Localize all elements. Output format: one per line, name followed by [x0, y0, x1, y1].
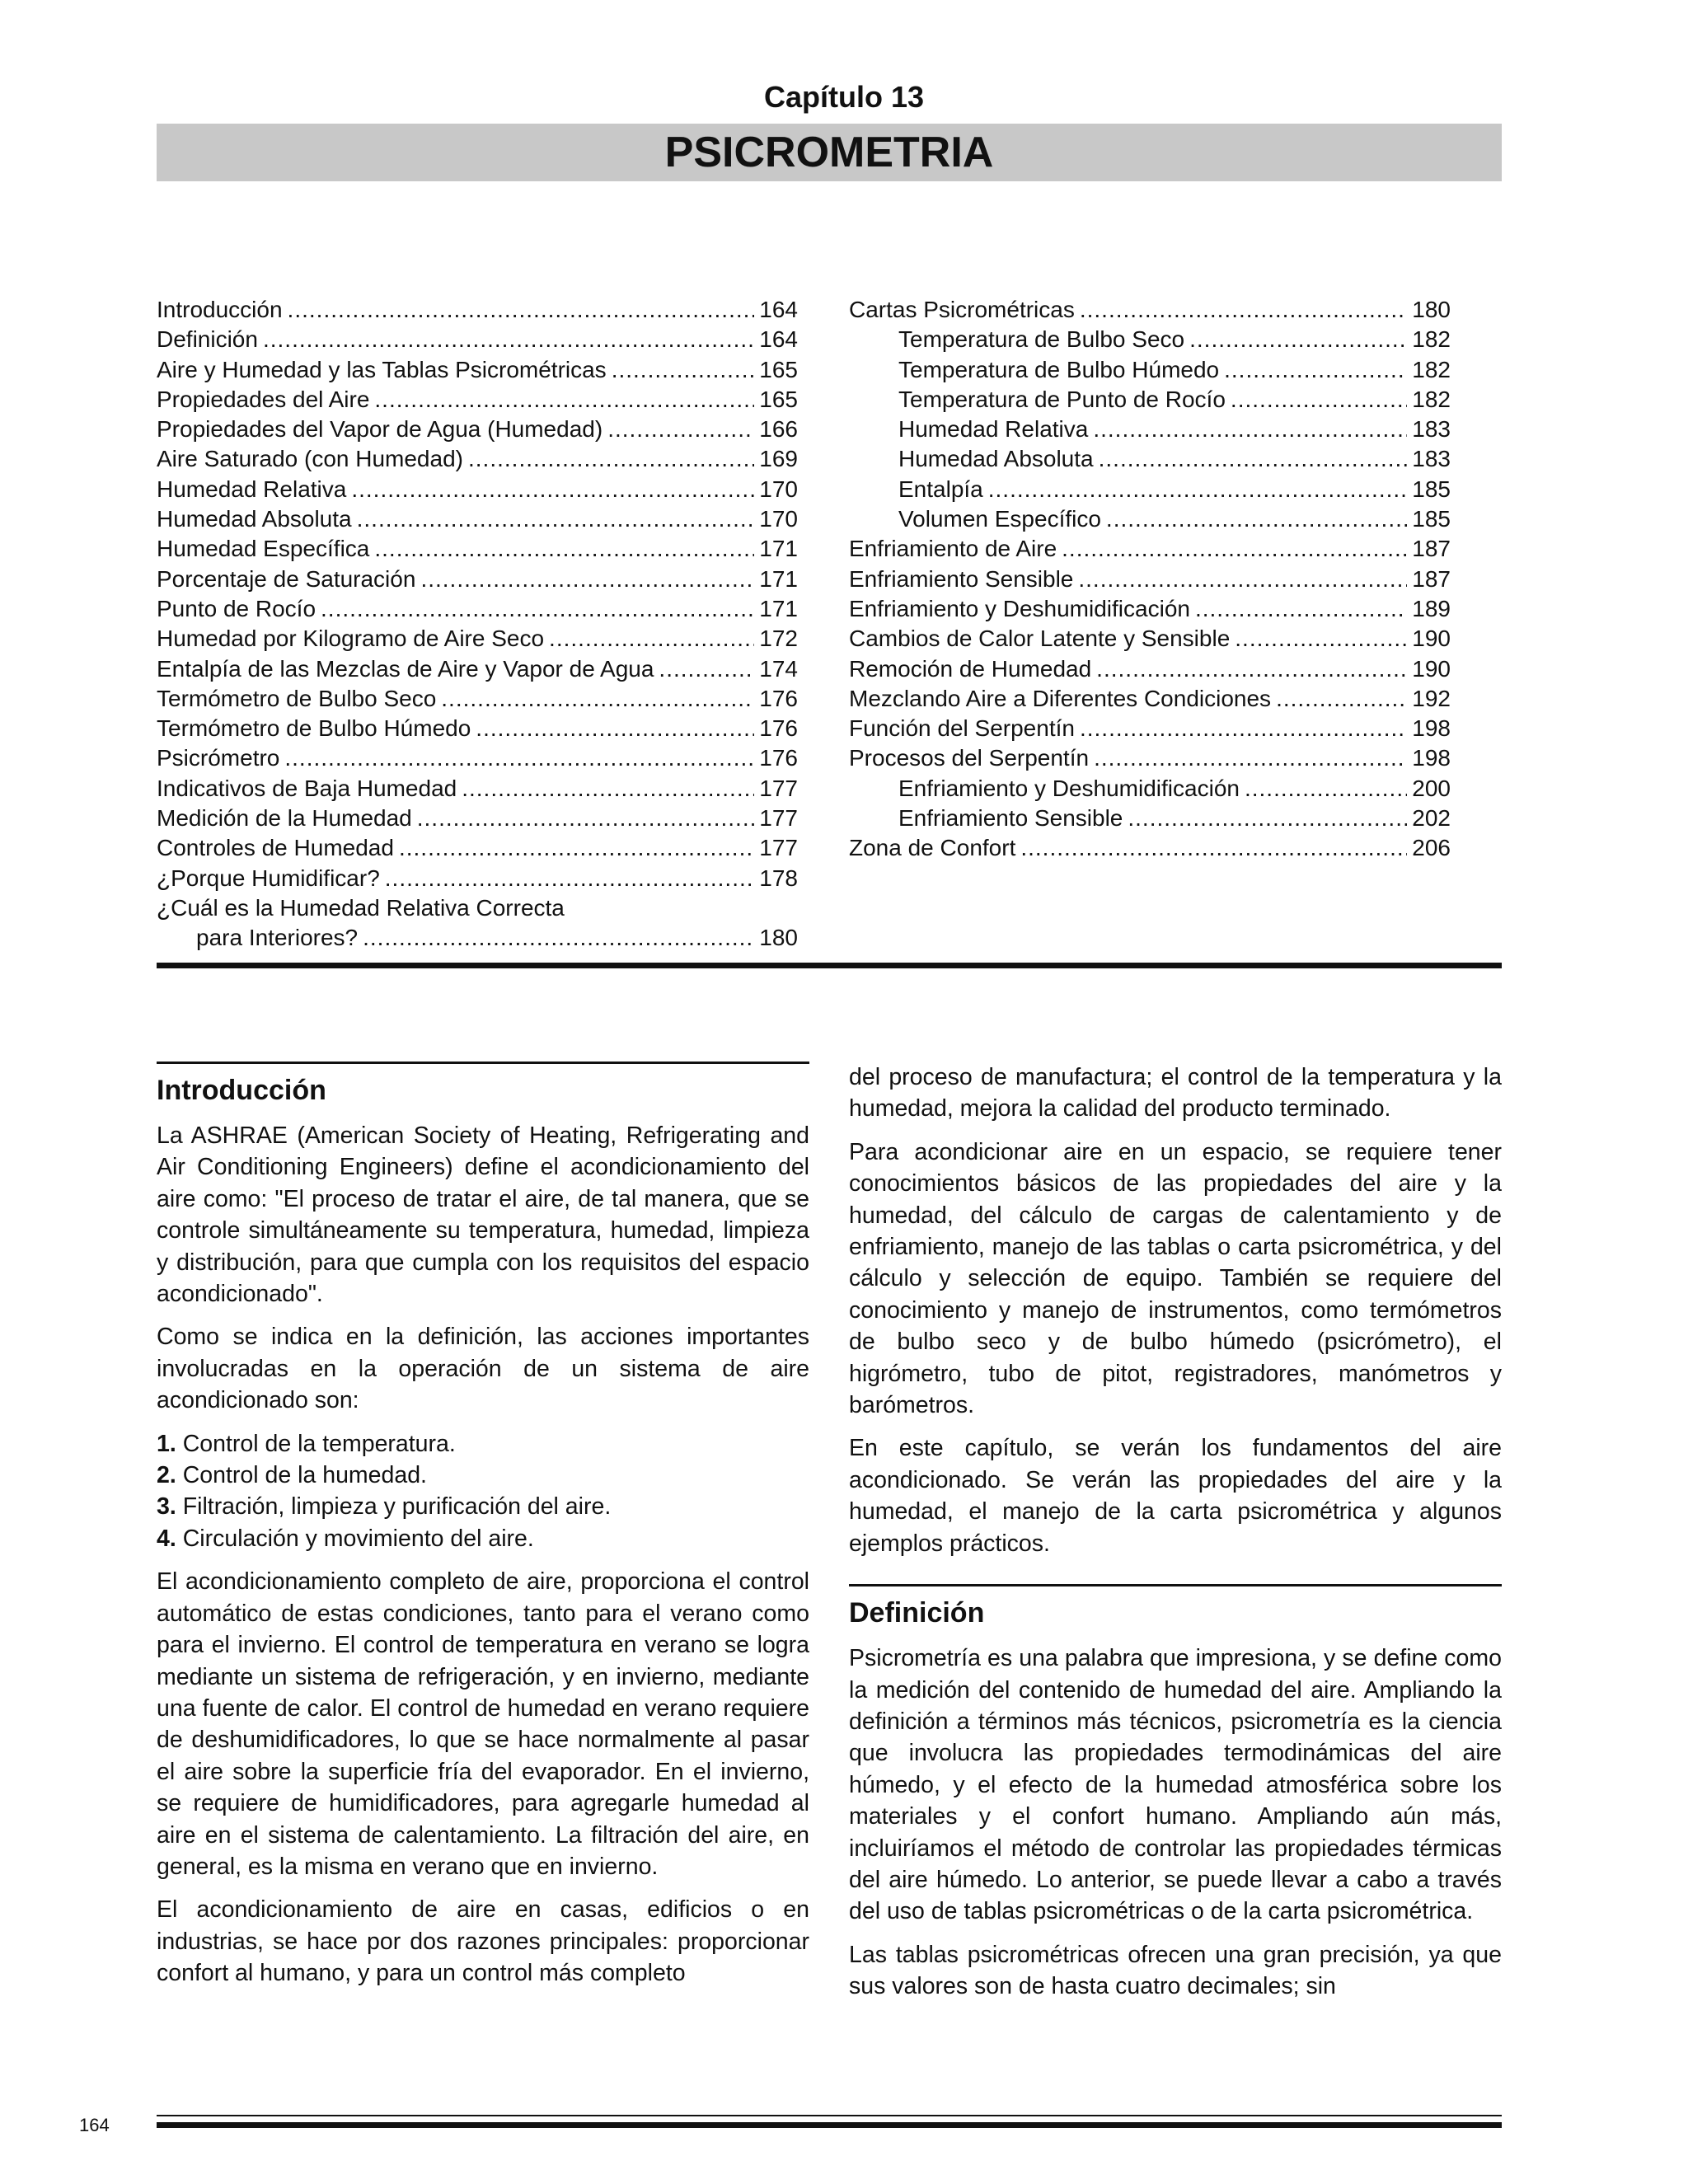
toc-entry-page: 182	[1412, 326, 1451, 353]
toc-entry	[849, 684, 1451, 714]
toc-entry-page: 177	[759, 835, 798, 861]
toc-entry	[157, 833, 798, 863]
toc-entry-label: Humedad Específica	[157, 536, 370, 562]
toc-entry-label: Punto de Rocío	[157, 595, 316, 621]
list-number: 2.	[157, 1462, 176, 1489]
toc-leader-dots	[988, 475, 1408, 504]
toc-entry-page: 190	[1412, 626, 1451, 652]
toc-entry	[157, 624, 798, 654]
toc-entry-label: para Interiores?	[196, 925, 359, 951]
toc-entry-label: Medición de la Humedad	[157, 805, 412, 832]
toc-leader-dots	[1062, 534, 1407, 564]
toc-entry-page: 183	[1412, 416, 1451, 443]
toc-leader-dots	[1093, 415, 1407, 444]
toc-leader-dots	[659, 654, 754, 684]
list-item	[157, 1460, 809, 1491]
toc-entry-label: Termómetro de Bulbo Húmedo	[157, 715, 471, 742]
toc-entry-page: 189	[1412, 595, 1451, 621]
toc-entry-label: Aire Saturado (con Humedad)	[157, 446, 463, 472]
toc-entry-label: Entalpía	[898, 476, 983, 502]
list-text: Filtración, limpieza y purificación del aire.	[182, 1493, 612, 1521]
toc-leader-dots	[399, 833, 754, 863]
chapter-label: Capítulo 13	[763, 80, 925, 114]
section-heading-introduccion: Introducción	[157, 1062, 809, 1108]
toc-entry-label: Enfriamiento y Deshumidificación	[849, 595, 1190, 621]
toc-entry-page: 165	[759, 356, 798, 382]
list-number: 3.	[157, 1493, 176, 1521]
toc-entry-page: 176	[759, 685, 798, 711]
toc-entry-page: 164	[759, 297, 798, 322]
toc-entry-page: 177	[759, 805, 798, 832]
toc-entry-label: ¿Porque Humidificar?	[157, 865, 380, 891]
toc-entry-label: Temperatura de Punto de Rocío	[898, 386, 1226, 412]
toc-leader-dots	[420, 565, 754, 594]
toc-entry-label: Humedad Absoluta	[898, 446, 1094, 472]
toc-left-column	[157, 295, 798, 954]
toc-leader-dots	[321, 594, 754, 624]
toc-leader-dots	[549, 624, 754, 654]
toc-entry	[157, 504, 798, 534]
toc-leader-dots	[1189, 325, 1407, 354]
toc-entry	[157, 355, 798, 385]
toc-entry-page: 170	[759, 476, 798, 502]
toc-entry-page: 182	[1412, 356, 1451, 382]
toc-entry	[157, 534, 798, 564]
toc-entry	[157, 565, 798, 594]
toc-entry-label: Humedad por Kilogramo de Aire Seco	[157, 626, 545, 652]
toc-entry-label: Mezclando Aire a Diferentes Condiciones	[849, 685, 1272, 711]
toc-leader-dots	[441, 684, 754, 714]
list-number: 4.	[157, 1525, 176, 1552]
toc-entry	[849, 654, 1451, 684]
toc-entry-page: 169	[759, 446, 798, 472]
toc-leader-dots	[385, 864, 755, 893]
toc-entry	[849, 475, 1451, 504]
toc-leader-dots	[468, 444, 754, 474]
toc-entry-label: Cambios de Calor Latente y Sensible	[849, 626, 1231, 652]
toc-entry-label: Zona de Confort	[849, 835, 1016, 861]
toc-entry-label: Humedad Relativa	[157, 476, 347, 502]
toc-entry-label: Temperatura de Bulbo Seco	[898, 326, 1185, 353]
toc-entry-page: 185	[1412, 506, 1451, 532]
list-item	[157, 1523, 809, 1554]
toc-entry-label: Temperatura de Bulbo Húmedo	[898, 356, 1220, 382]
toc-leader-dots	[374, 534, 754, 564]
toc-entry-label: Propiedades del Aire	[157, 386, 370, 412]
toc-leader-dots	[1106, 504, 1407, 534]
toc-entry	[157, 804, 798, 833]
toc-entry-page: 202	[1412, 805, 1451, 832]
toc-entry-page: 185	[1412, 476, 1451, 502]
toc-entry	[157, 444, 798, 474]
toc-entry	[849, 355, 1451, 385]
toc-entry-label: Enfriamiento Sensible	[898, 805, 1123, 832]
toc-entry-label: Remoción de Humedad	[849, 655, 1092, 682]
toc-entry-label: Volumen Específico	[898, 506, 1101, 532]
paragraph: Psicrometría es una palabra que impresiona, y se define como la medición del contenido de humedad del aire. Ampliando la definición a términos más técnicos, psicrometría es la ciencia que involucra las propiedades termodinámicas del aire húmedo, y el efecto de la humedad atmosférica sobre los materiales y el confort humano. Ampliando aún más, incluiríamos el método de controlar las propiedades térmicas del aire húmedo. Lo anterior, se puede llevar a cabo a través del uso de tablas psicrométricas o de la carta psicrométrica.	[849, 1645, 1502, 1925]
paragraph: del proceso de manufactura; el control de la temperatura y la humedad, mejora la calidad del producto terminado.	[849, 1064, 1502, 1122]
section-heading-definicion: Definición	[849, 1584, 1502, 1631]
toc-leader-dots	[1094, 743, 1407, 773]
toc-entry	[849, 594, 1451, 624]
paragraph: En este capítulo, se verán los fundamentos del aire acondicionado. Se verán las propiedades del aire y la humedad, el manejo de la carta psicrométrica y algunos ejemplos prácticos.	[849, 1435, 1502, 1557]
toc-entry-label: Controles de Humedad	[157, 835, 394, 861]
toc-entry-label: Aire y Humedad y las Tablas Psicrométricas	[157, 356, 607, 382]
toc-entry	[157, 684, 798, 714]
paragraph: Las tablas psicrométricas ofrecen una gran precisión, ya que sus valores son de hasta cuatro decimales; sin	[849, 1941, 1502, 2000]
toc-entry-page: 176	[759, 715, 798, 742]
toc-entry-page: 187	[1412, 565, 1451, 592]
toc-entry-label: Humedad Absoluta	[157, 506, 352, 532]
toc-entry-label: Cartas Psicrométricas	[849, 297, 1075, 322]
toc-entry-label: Psicrómetro	[157, 745, 280, 771]
toc-leader-dots	[1078, 565, 1407, 594]
paragraph: El acondicionamiento completo de aire, proporciona el control automático de estas condiciones, tanto para el verano como para el invierno. El control de temperatura en verano se logra mediante un sistema de refrigeración, y en invierno, mediante una fuente de calor. El control de humedad en verano requiere de deshumidificadores, lo que se hace normalmente al pasar el aire sobre la superficie fría del evaporador. En el invierno, se requiere de humidificadores, para agregarle humedad al aire en el sistema de calentamiento. La filtración del aire, en general, es la misma en verano que en invierno.	[157, 1568, 809, 1880]
toc-leader-dots	[1020, 833, 1407, 863]
toc-entry	[157, 923, 798, 953]
paragraph: Como se indica en la definición, las acciones importantes involucradas en la operación de un sistema de aire acondicionado son:	[157, 1324, 809, 1414]
toc-entry	[157, 714, 798, 743]
toc-entry	[849, 804, 1451, 833]
toc-entry-label: Termómetro de Bulbo Seco	[157, 685, 437, 711]
toc-entry	[849, 743, 1451, 773]
body-left-column	[157, 1062, 809, 2001]
toc-leader-dots	[1195, 594, 1407, 624]
toc-entry-page: 180	[759, 925, 798, 951]
toc-entry-page: 198	[1412, 715, 1451, 742]
numbered-list	[157, 1428, 809, 1555]
toc-entry	[157, 295, 798, 325]
toc-entry	[849, 714, 1451, 743]
toc-leader-dots	[284, 743, 754, 773]
toc-entry-page: 200	[1412, 775, 1451, 801]
toc-entry	[157, 385, 798, 415]
toc-leader-dots	[1128, 804, 1407, 833]
list-item	[157, 1428, 809, 1460]
toc-leader-dots	[607, 415, 754, 444]
toc-entry-label: Introducción	[157, 297, 283, 322]
toc-entry	[849, 774, 1451, 804]
list-text: Control de la temperatura.	[182, 1430, 456, 1457]
toc-entry-label: Función del Serpentín	[849, 715, 1075, 742]
toc-entry	[157, 594, 798, 624]
paragraph: El acondicionamiento de aire en casas, edificios o en industrias, se hace por dos razones principales: proporcionar confort al humano, y para un control más completo	[157, 1896, 809, 1987]
toc-entry-label: Procesos del Serpentín	[849, 745, 1090, 771]
toc-entry-page: 172	[759, 626, 798, 652]
toc-entry-page: 171	[759, 595, 798, 621]
toc-entry	[849, 385, 1451, 415]
toc-right-column	[849, 295, 1451, 864]
toc-entry	[849, 325, 1451, 354]
toc-entry-label: Enfriamiento de Aire	[849, 536, 1057, 562]
list-item	[157, 1491, 809, 1522]
toc-leader-dots	[417, 804, 755, 833]
toc-entry-page: 176	[759, 745, 798, 771]
toc-entry-page: 190	[1412, 655, 1451, 682]
toc-entry	[157, 864, 798, 893]
toc-leader-dots	[462, 774, 754, 804]
toc-entry-page: 177	[759, 775, 798, 801]
body-right-column	[849, 1062, 1502, 2014]
toc-entry-label: Entalpía de las Mezclas de Aire y Vapor de Agua	[157, 655, 654, 682]
toc-entry	[157, 325, 798, 354]
toc-entry	[849, 444, 1451, 474]
toc-leader-dots	[374, 385, 754, 415]
toc-entry-label: Humedad Relativa	[898, 416, 1089, 443]
toc-entry	[849, 295, 1451, 325]
toc-leader-dots	[263, 325, 754, 354]
toc-entry-page: 192	[1412, 685, 1451, 711]
toc-entry-label: Porcentaje de Saturación	[157, 565, 416, 592]
toc-entry-page: 164	[759, 326, 798, 353]
toc-entry	[157, 415, 798, 444]
toc-leader-dots	[1080, 295, 1407, 325]
toc-entry-page: 171	[759, 565, 798, 592]
toc-leader-dots	[351, 475, 754, 504]
toc-entry	[157, 743, 798, 773]
toc-entry	[157, 774, 798, 804]
toc-entry-page: 178	[759, 865, 798, 891]
toc-entry-label: Enfriamiento y Deshumidificación	[898, 775, 1240, 801]
toc-leader-dots	[1276, 684, 1407, 714]
toc-leader-dots	[288, 295, 755, 325]
toc-leader-dots	[357, 504, 755, 534]
toc-entry-label: ¿Cuál es la Humedad Relativa Correcta	[157, 894, 565, 921]
toc-entry-label: Indicativos de Baja Humedad	[157, 775, 457, 801]
toc-leader-dots	[1245, 774, 1407, 804]
footer-rule-thin	[157, 2115, 1502, 2116]
toc-entry	[157, 475, 798, 504]
toc-leader-dots	[1096, 654, 1407, 684]
toc-leader-dots	[1235, 624, 1407, 654]
chapter-title-band: PSICROMETRIA	[157, 124, 1502, 181]
toc-entry-label: Propiedades del Vapor de Agua (Humedad)	[157, 416, 603, 443]
toc-entry-page: 198	[1412, 745, 1451, 771]
toc-entry-page: 182	[1412, 386, 1451, 412]
toc-entry-page: 183	[1412, 446, 1451, 472]
toc-leader-dots	[1224, 355, 1407, 385]
toc-entry-page: 166	[759, 416, 798, 443]
toc-entry	[849, 504, 1451, 534]
list-text: Circulación y movimiento del aire.	[182, 1525, 534, 1552]
toc-divider-rule	[157, 963, 1502, 968]
toc-entry-page: 170	[759, 506, 798, 532]
toc-leader-dots	[1231, 385, 1407, 415]
toc-entry-page: 206	[1412, 835, 1451, 861]
toc-entry-page: 165	[759, 386, 798, 412]
toc-leader-dots	[612, 355, 755, 385]
list-text: Control de la humedad.	[182, 1462, 427, 1489]
toc-leader-dots	[1099, 444, 1408, 474]
toc-entry-label: Definición	[157, 326, 258, 353]
list-number: 1.	[157, 1430, 176, 1457]
paragraph: Para acondicionar aire en un espacio, se requiere tener conocimientos básicos de las propiedades del aire y la humedad, del cálculo de cargas de calentamiento y de enfriamiento, manejo de las tablas o carta psicrométrica, y del cálculo y selección de equipo. También se requiere del conocimiento y manejo de instrumentos, como termómetros de bulbo seco y de bulbo húmedo (psicrómetro), el higrómetro, tubo de pitot, registradores, manómetros y barómetros.	[849, 1138, 1502, 1419]
toc-entry	[849, 833, 1451, 863]
toc-entry-page: 171	[759, 536, 798, 562]
toc-entry-page: 174	[759, 655, 798, 682]
toc-leader-dots	[1080, 714, 1407, 743]
paragraph: La ASHRAE (American Society of Heating, Refrigerating and Air Conditioning Engineers) define el acondicionamiento del aire como: "El proceso de tratar el aire, de tal manera, que se controle simultáneamente su temperatura, humedad, limpieza y distribución, para que cumpla con los requisitos del espacio acondicionado".	[157, 1122, 809, 1308]
toc-entry-label: Enfriamiento Sensible	[849, 565, 1074, 592]
toc-leader-dots	[363, 923, 754, 953]
toc-entry	[157, 654, 798, 684]
toc-entry	[849, 534, 1451, 564]
toc-entry	[849, 565, 1451, 594]
toc-entry	[849, 415, 1451, 444]
toc-leader-dots	[476, 714, 754, 743]
page-number: 164	[79, 2115, 110, 2135]
toc-entry	[849, 624, 1451, 654]
footer-rule-thick	[157, 2122, 1502, 2128]
toc-entry-page: 187	[1412, 536, 1451, 562]
toc-entry-page: 180	[1412, 297, 1451, 322]
